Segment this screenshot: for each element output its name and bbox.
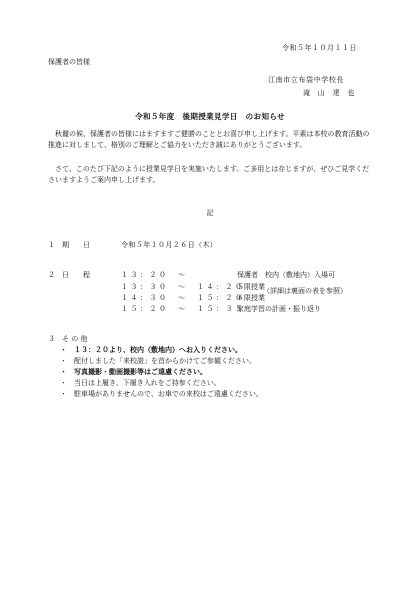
- bullet-icon: ・: [60, 346, 67, 354]
- item-other-label: ３ そ の 他: [48, 335, 88, 343]
- sender-name: 滝 山 達 也: [303, 89, 355, 97]
- schedule-desc: 保護者 校内（敷地内）入場可: [237, 271, 335, 279]
- item-schedule-label: ２ 日 程: [48, 271, 90, 279]
- body-paragraph-1: 秋麗の候、保護者の皆様にはますますご健勝のこととお喜び申し上げます。平素は本校の教育活動の推進に対しまして、格別のご理解とご協力をいただき誠にありがとうございます。: [48, 130, 370, 149]
- list-item: [60, 390, 263, 399]
- schedule-desc: ５限授業: [237, 283, 265, 291]
- item-date-value: 令和５年１０月２６日（木）: [121, 241, 218, 249]
- issue-date: 令和５年１０月１１日: [282, 44, 357, 52]
- note-text: 駐車場がありませんので、お車での来校はご遠慮ください。: [74, 390, 263, 398]
- sender-organization: 江南市立布袋中学校長: [268, 76, 344, 84]
- item-date-label: １ 期 日: [48, 241, 90, 249]
- schedule-desc: ６限授業: [237, 294, 265, 302]
- schedule-time: １４：３０ ～ １５：２０: [121, 294, 245, 302]
- schedule-time: １３：３０ ～ １４：２０: [121, 283, 245, 291]
- list-item: [60, 346, 242, 355]
- bullet-icon: ・: [60, 357, 67, 365]
- bullet-icon: ・: [60, 390, 67, 398]
- note-text: 配付しました「来校證」を首からかけてご参観ください。: [74, 357, 256, 365]
- schedule-note: （詳細は裏面の表を参照）: [263, 287, 347, 295]
- bullet-icon: ・: [60, 368, 67, 376]
- document-title: 令和５年度 後期授業見学日 のお知らせ: [135, 112, 285, 121]
- note-text: 写真撮影・動画撮影等はご遠慮ください。: [74, 368, 207, 376]
- recipient: 保護者の皆様: [48, 58, 90, 66]
- note-text: 当日は上履き、下履き入れをご持参ください。: [74, 379, 221, 387]
- ki-heading: 記: [206, 209, 214, 217]
- bullet-icon: ・: [60, 379, 67, 387]
- schedule-desc: 家庭学習の計画・振り返り: [237, 305, 321, 313]
- list-item: [60, 379, 221, 388]
- list-item: [60, 357, 256, 366]
- body-paragraph-2: さて、このたび下記のように授業見学日を実施いたします。ご多用とは存じますが、ぜひご見学くださいますようご案内申し上げます。: [48, 165, 370, 184]
- schedule-time: １３：２０ ～: [121, 271, 188, 279]
- list-item: [60, 368, 207, 377]
- note-text: １３：２０より、校内（敷地内）へお入りください。: [74, 346, 242, 354]
- schedule-time: １５：２０ ～ １５：３５: [121, 305, 245, 313]
